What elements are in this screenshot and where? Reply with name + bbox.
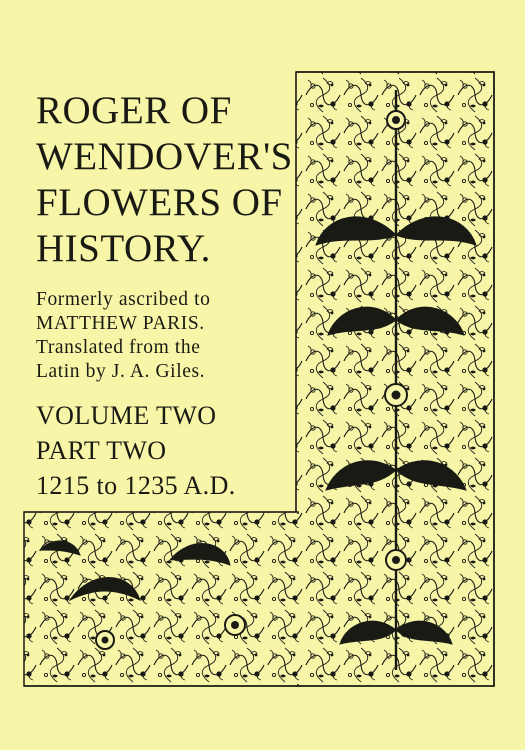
book-title: [36, 88, 296, 272]
title-line: ROGER OF: [36, 89, 232, 132]
attribution-text: [36, 288, 296, 384]
title-line: HISTORY.: [36, 227, 211, 270]
date-range-line: 1215 to 1235 A.D.: [36, 471, 236, 500]
attribution-line: Translated from the: [36, 337, 201, 358]
volume-info: [36, 398, 296, 503]
title-line: WENDOVER'S: [36, 135, 293, 178]
attribution-line: Formerly ascribed to: [36, 289, 211, 310]
title-line: FLOWERS OF: [36, 181, 283, 224]
volume-line: VOLUME TWO: [36, 401, 217, 430]
attribution-line: Latin by J. A. Giles.: [36, 361, 206, 382]
part-line: PART TWO: [36, 436, 167, 465]
attribution-line: MATTHEW PARIS.: [36, 313, 205, 334]
